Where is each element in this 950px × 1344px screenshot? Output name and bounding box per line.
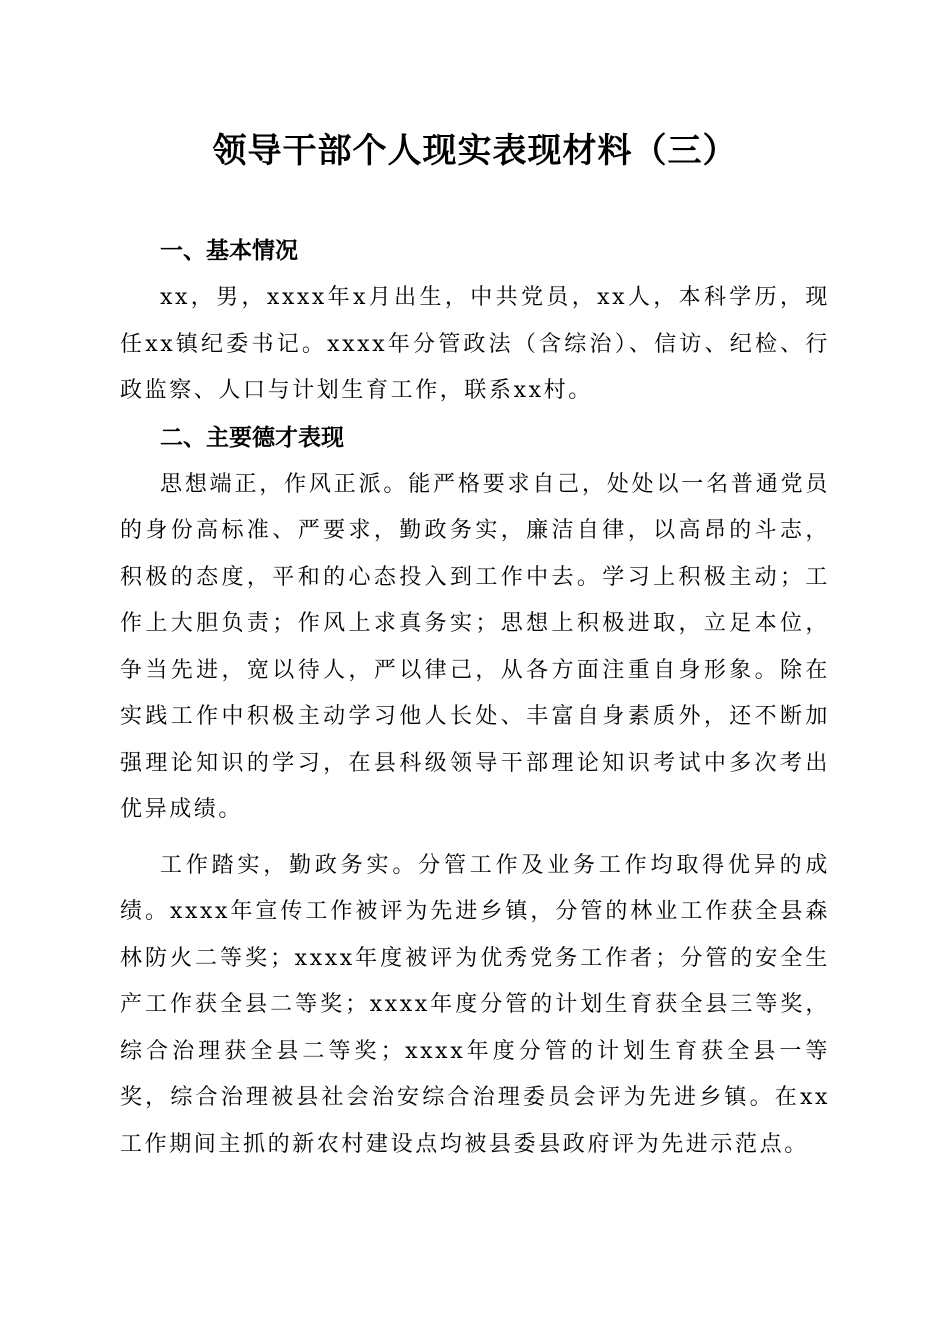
document-body: [120, 228, 830, 1168]
paragraph-ideology-style: 思想端正，作风正派。能严格要求自己，处处以一名普通党员的身份高标准、严要求，勤政务实，廉洁自律，以高昂的斗志，积极的态度，平和的心态投入到工作中去。学习上积极主动；工作上大胆负责；作风上求真务实；思想上积极进取，立足本位，争当先进，宽以待人，严以律己，从各方面注重自身形象。除在实践工作中积极主动学习他人长处、丰富自身素质外，还不断加强理论知识的学习，在县科级领导干部理论知识考试中多次考出优异成绩。: [120, 471, 830, 822]
section-basic-info: [120, 228, 830, 415]
section-heading-performance: 二、主要德才表现: [160, 424, 344, 451]
paragraph-work-achievements: 工作踏实，勤政务实。分管工作及业务工作均取得优异的成绩。xxxx年宣传工作被评为先进乡镇，分管的林业工作获全县森林防火二等奖；xxxx年度被评为优秀党务工作者；分管的安全生产工作获全县二等奖；xxxx年度分管的计划生育获全县三等奖，综合治理获全县二等奖；xxxx年度分管的计划生育获全县一等奖，综合治理被县社会治安综合治理委员会评为先进乡镇。在xx工作期间主抓的新农村建设点均被县委县政府评为先进示范点。: [120, 852, 830, 1157]
paragraph-basic-info: xx，男，xxxx年x月出生，中共党员，xx人，本科学历，现任xx镇纪委书记。xxxx年分管政法（含综治）、信访、纪检、行政监察、人口与计划生育工作，联系xx村。: [120, 285, 830, 403]
section-performance: [120, 415, 830, 1169]
document-title: 领导干部个人现实表现材料（三）: [212, 131, 738, 171]
section-heading-basic-info: 一、基本情况: [160, 238, 298, 264]
